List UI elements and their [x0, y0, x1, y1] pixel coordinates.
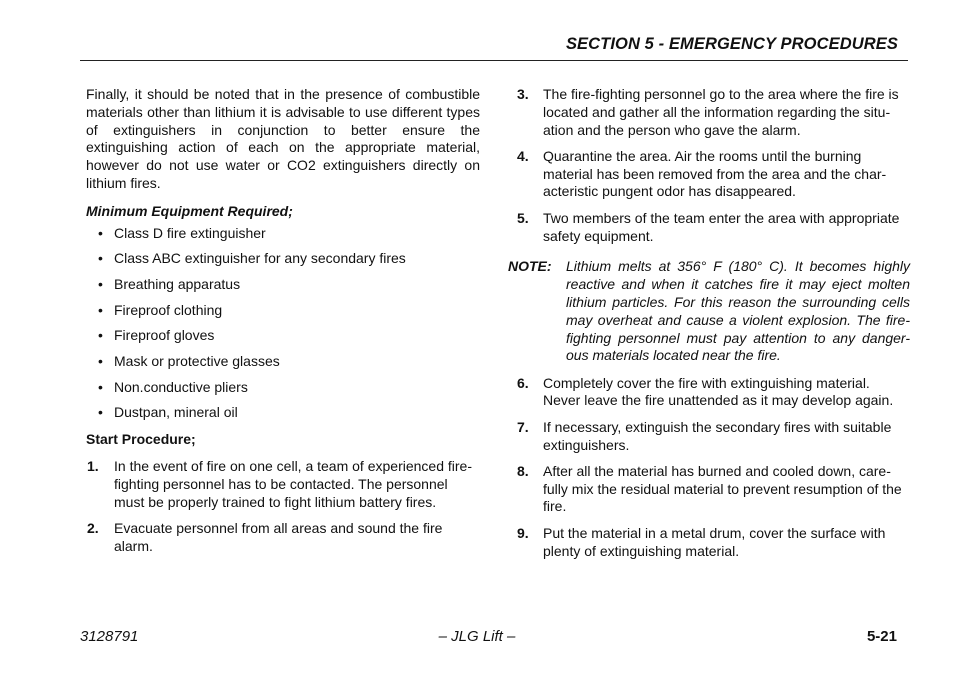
step-text: In the event of fire on one cell, a team of experienced fire-fighting personnel has to be contacted. The personnel must be properly trained to fight lithium battery fires.: [114, 457, 472, 510]
procedure-step: [86, 520, 480, 556]
procedure-steps-left: [86, 458, 480, 555]
list-item: • Non.conductive pliers: [98, 378, 248, 395]
step-text: Completely cover the fire with extinguishing material. Never leave the fire unattended as it may develop again.: [543, 374, 894, 409]
list-item: • Breathing apparatus: [98, 275, 241, 292]
right-column: [508, 86, 910, 569]
bullet-icon: •: [98, 275, 103, 292]
bullet-icon: •: [98, 378, 103, 395]
step-number: 9.: [517, 524, 529, 541]
step-number: 7.: [517, 418, 529, 435]
step-number: 8.: [517, 462, 529, 479]
equipment-list: [86, 225, 480, 423]
bullet-icon: •: [98, 404, 103, 421]
procedure-step: [508, 148, 910, 201]
step-number: 2.: [87, 519, 99, 536]
footer-page-number: 5-21: [866, 628, 897, 645]
note-label: NOTE:: [508, 258, 552, 275]
list-item: • Class ABC extinguisher for any secondary fires: [98, 250, 406, 267]
step-text: The fire-fighting personnel go to the area where the fire is located and gather all the information regarding the situ-ation and the person who gave the alarm.: [543, 86, 899, 138]
step-number: 1.: [87, 457, 99, 474]
procedure-step: [86, 458, 480, 511]
list-item: • Dustpan, mineral oil: [98, 404, 238, 421]
bullet-icon: •: [98, 224, 103, 241]
bullet-icon: •: [98, 301, 103, 318]
procedure-step: [508, 525, 910, 561]
step-number: 6.: [517, 374, 529, 391]
footer-publisher: – JLG Lift –: [438, 628, 516, 645]
intro-paragraph: Finally, it should be noted that in the presence of combustible materials other than lithium it is advisable to use different types of extinguishers in conjunction to better ensure the extinguishing action of each on the appropriate material, however do not use water or CO2 extinguishers directly on lithium fires.: [86, 86, 480, 191]
procedure-step: [508, 419, 910, 455]
bullet-icon: •: [98, 250, 103, 267]
procedure-step: [508, 86, 910, 139]
step-number: 4.: [517, 147, 529, 164]
step-number: 3.: [517, 86, 529, 102]
list-item: • Class D fire extinguisher: [98, 224, 266, 241]
list-item: • Fireproof clothing: [98, 301, 223, 318]
step-text: Two members of the team enter the area with appropriate safety equipment.: [543, 209, 900, 244]
note-text: Lithium melts at 356° F (180° C). It becomes highly reactive and when it catches fire it may eject molten lithium particles. For this reason the surrounding cells may overheat and cause a violent explosion. The fire-fighting personnel must pay attention to any danger-ous materials located near the fire.: [566, 258, 910, 364]
list-item: • Fireproof gloves: [98, 327, 215, 344]
safety-note: [508, 258, 910, 365]
step-text: Quarantine the area. Air the rooms until the burning material has been removed from the area and the char-acteristic pungent odor has disappeared.: [543, 147, 887, 200]
procedure-heading: Start Procedure;: [86, 431, 196, 448]
equipment-heading: Minimum Equipment Required;: [86, 202, 293, 219]
section-title: SECTION 5 - EMERGENCY PROCEDURES: [565, 35, 898, 53]
procedure-step: [508, 375, 910, 411]
header-divider: [80, 60, 908, 61]
step-text: After all the material has burned and cooled down, care-fully mix the residual material to prevent resumption of the fire.: [543, 462, 902, 515]
step-number: 5.: [517, 209, 529, 226]
step-text: If necessary, extinguish the secondary fires with suitable extinguishers.: [543, 418, 892, 453]
procedure-step: [508, 210, 910, 246]
list-item: • Mask or protective glasses: [98, 353, 280, 370]
bullet-icon: •: [98, 353, 103, 370]
bullet-icon: •: [98, 327, 103, 344]
step-text: Evacuate personnel from all areas and sound the fire alarm.: [114, 519, 443, 554]
footer-doc-number: 3128791: [80, 628, 139, 645]
procedure-step: [508, 463, 910, 516]
step-text: Put the material in a metal drum, cover the surface with plenty of extinguishing material.: [543, 524, 886, 559]
left-column: [86, 86, 480, 564]
